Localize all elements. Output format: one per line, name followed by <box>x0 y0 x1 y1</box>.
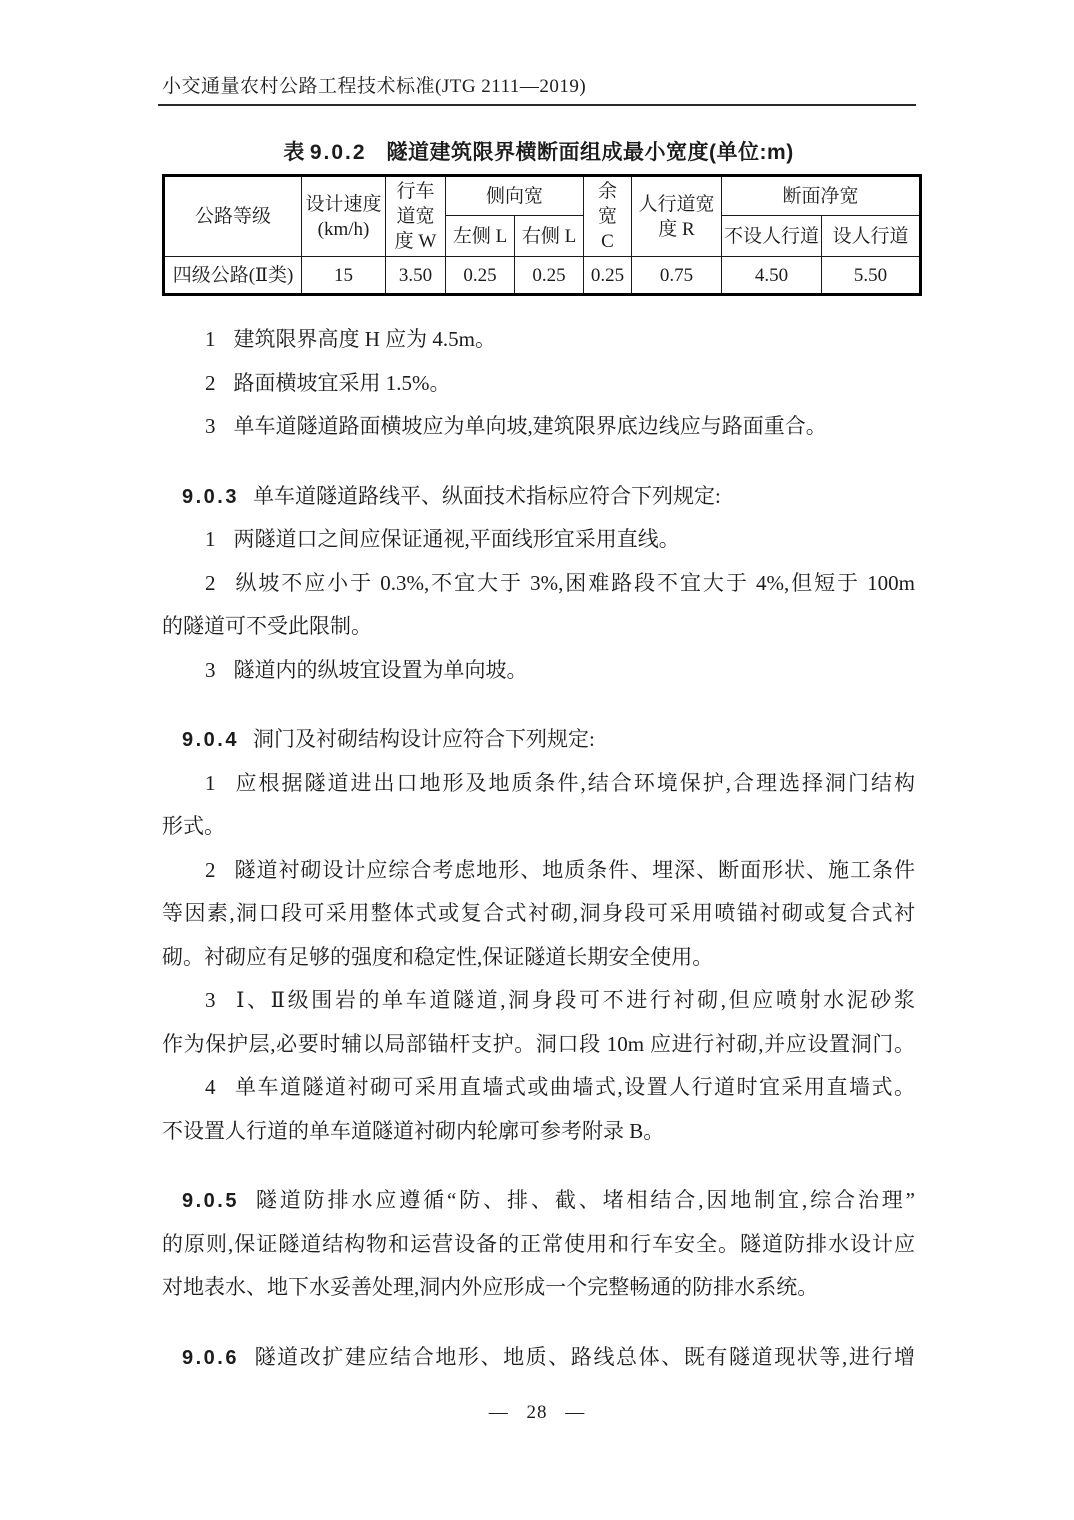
clause-904-item-2-line-2: 等因素,洞口段可采用整体式或复合式衬砌,洞身段可采用喷锚衬砌或复合式衬 <box>162 901 915 925</box>
note-line-1 <box>162 318 915 362</box>
th-with-sidewalk: 设人行道 <box>822 216 921 257</box>
item-number: 3 <box>205 657 216 682</box>
clause-number-905: 9.0.5 <box>182 1190 239 1212</box>
th-design-speed <box>302 176 386 257</box>
clause-905-line-2: 的原则,保证隧道结构物和运营设备的正常使用和行车安全。隧道防排水设计应 <box>162 1231 915 1256</box>
th-clear-width: 断面净宽 <box>722 176 921 216</box>
note-1-text: 建筑限界高度 H 应为 4.5m。 <box>233 327 496 351</box>
note-line-2 <box>162 362 915 406</box>
cell-right: 0.25 <box>515 257 584 295</box>
item-number: 3 <box>205 988 216 1012</box>
clause-text-904: 洞门及衬砌结构设计应符合下列规定: <box>252 727 595 751</box>
th-lane-width-l3: 度 W <box>394 231 437 252</box>
cell-margin: 0.25 <box>584 257 632 295</box>
clause-text-906: 隧道改扩建应结合地形、地质、路线总体、既有隧道现状等,进行增 <box>252 1344 915 1369</box>
table-title-text: 隧道建筑限界横断面组成最小宽度(单位:m) <box>386 141 794 164</box>
th-sidewalk-l2: 度 R <box>658 218 695 240</box>
th-right-l: 右侧 L <box>515 216 584 257</box>
spec-table <box>162 174 922 296</box>
item-text: 两隧道口之间应保证通视,平面线形宜采用直线。 <box>233 527 680 551</box>
cell-lane-width: 3.50 <box>386 257 446 295</box>
cell-grade: 四级公路(Ⅱ类) <box>164 257 302 295</box>
clause-number-904: 9.0.4 <box>182 729 239 751</box>
cell-sidewalk: 0.75 <box>632 257 722 295</box>
th-lateral-width: 侧向宽 <box>446 176 584 216</box>
section-9-0-5 <box>162 1179 915 1310</box>
item-number: 1 <box>205 527 216 551</box>
th-left-l: 左侧 L <box>446 216 515 257</box>
th-no-sidewalk: 不设人行道 <box>722 216 822 257</box>
item-text: 纵坡不应小于 0.3%,不宜大于 3%,困难路段不宜大于 4%,但短于 100m <box>233 570 915 595</box>
clause-text-905: 隧道防排水应遵循“防、排、截、堵相结合,因地制宜,综合治理” <box>252 1188 915 1212</box>
table-row <box>164 257 921 295</box>
clause-904-item-4-line-1 <box>162 1066 915 1110</box>
clause-904-item-2-line-3: 砌。衬砌应有足够的强度和稳定性,保证隧道长期安全使用。 <box>162 944 714 969</box>
th-lane-width-l2: 道宽 <box>396 206 435 227</box>
section-9-0-4 <box>162 718 915 1153</box>
item-text: 隧道内的纵坡宜设置为单向坡。 <box>233 657 528 682</box>
cell-with-sidewalk: 5.50 <box>822 257 921 295</box>
clause-903-item-2-line-1 <box>162 562 915 606</box>
cell-speed: 15 <box>302 257 386 295</box>
running-header-text: 小交通量农村公路工程技术标准(JTG 2111—2019) <box>162 76 587 97</box>
th-margin-l2: 宽 <box>598 206 618 227</box>
clause-904-item-2-line-1 <box>162 849 915 893</box>
item-number: 2 <box>205 857 216 882</box>
section-9-0-6 <box>162 1336 915 1380</box>
page-content <box>162 0 915 1379</box>
clause-904-item-1-line-2: 形式。 <box>162 814 225 838</box>
spacer <box>162 1310 915 1336</box>
clause-903-item-3 <box>162 649 915 693</box>
clause-904-item-3-line-2: 作为保护层,必要时辅以局部锚杆支护。洞口段 10m 应进行衬砌,并应设置洞门。 <box>162 1031 915 1056</box>
cell-left: 0.25 <box>446 257 515 295</box>
clause-heading-904 <box>162 718 915 762</box>
spacer <box>162 296 915 318</box>
clause-904-item-1-line-1 <box>162 762 915 806</box>
table-notes <box>162 318 915 449</box>
clause-904-item-4-line-2: 不设置人行道的单车道隧道衬砌内轮廓可参考附录 B。 <box>162 1118 665 1143</box>
th-road-grade-text: 公路等级 <box>194 206 271 227</box>
item-number: 2 <box>205 570 216 595</box>
th-lane-width <box>386 176 446 257</box>
note-2-text: 路面横坡宜采用 1.5%。 <box>233 370 451 395</box>
spacer <box>162 449 915 475</box>
spacer <box>162 1153 915 1179</box>
item-text: 应根据隧道进出口地形及地质条件,结合环境保护,合理选择洞门结构 <box>233 770 915 795</box>
clause-903-item-1 <box>162 518 915 562</box>
table-title <box>162 141 915 165</box>
th-lane-width-l1: 行车 <box>396 181 435 202</box>
page-number: — 28 — <box>488 1402 586 1423</box>
th-design-speed-l1: 设计速度 <box>305 193 382 215</box>
clause-heading-903 <box>162 475 915 519</box>
item-number: 4 <box>205 1075 216 1099</box>
th-design-speed-l2: (km/h) <box>317 218 370 240</box>
note-3-text: 单车道隧道路面横坡应为单向坡,建筑限界底边线应与路面重合。 <box>233 414 827 438</box>
note-line-3 <box>162 405 915 449</box>
clause-heading-906 <box>162 1336 915 1380</box>
note-3-number: 3 <box>205 414 216 438</box>
table-title-prefix: 表 <box>283 141 305 164</box>
th-margin-l3: C <box>601 231 614 252</box>
cell-no-sidewalk: 4.50 <box>722 257 822 295</box>
clause-904-item-3-line-1 <box>162 979 915 1023</box>
clause-903-item-2-line-2: 的隧道可不受此限制。 <box>162 614 372 638</box>
clause-number-903: 9.0.3 <box>182 485 239 508</box>
th-margin-l1: 余 <box>598 181 618 202</box>
table-title-number: 9.0.2 <box>309 141 367 164</box>
clause-number-906: 9.0.6 <box>182 1346 239 1369</box>
note-1-number: 1 <box>205 327 216 351</box>
item-text: 单车道隧道衬砌可采用直墙式或曲墙式,设置人行道时宜采用直墙式。 <box>233 1075 915 1099</box>
th-sidewalk-l1: 人行道宽 <box>638 193 715 215</box>
section-9-0-3 <box>162 475 915 693</box>
spacer <box>162 692 915 718</box>
item-text: 隧道衬砌设计应综合考虑地形、地质条件、埋深、断面形状、施工条件 <box>233 857 915 882</box>
clause-heading-905 <box>162 1179 915 1223</box>
th-margin-c <box>584 176 632 257</box>
clause-905-line-3: 对地表水、地下水妥善处理,洞内外应形成一个完整畅通的防排水系统。 <box>162 1275 819 1299</box>
note-2-number: 2 <box>205 370 216 395</box>
th-road-grade <box>164 176 302 257</box>
th-sidewalk-width <box>632 176 722 257</box>
item-text: Ⅰ、Ⅱ级围岩的单车道隧道,洞身段可不进行衬砌,但应喷射水泥砂浆 <box>233 988 915 1012</box>
item-number: 1 <box>205 770 216 795</box>
clause-text-903: 单车道隧道路线平、纵面技术指标应符合下列规定: <box>252 483 721 508</box>
